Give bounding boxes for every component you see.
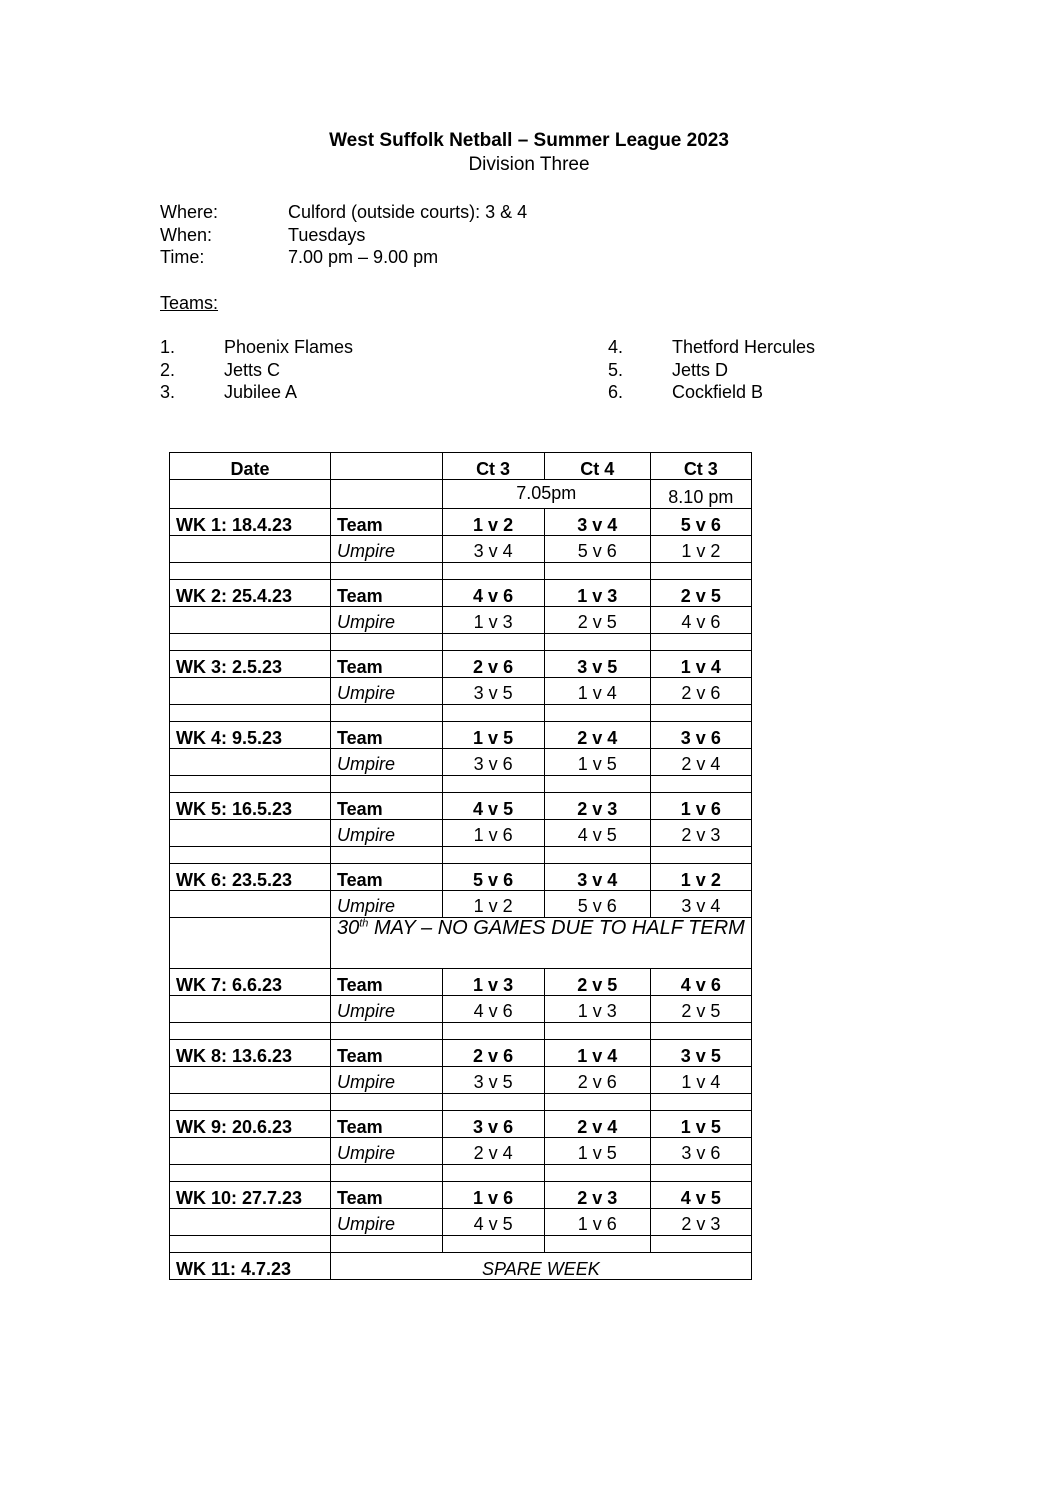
- umpire-cell: 3 v 6: [442, 749, 544, 776]
- empty-cell: [544, 847, 650, 864]
- empty-cell: [544, 1023, 650, 1040]
- table-row: [170, 1253, 752, 1280]
- empty-cell: [331, 1165, 443, 1182]
- match-cell: 1 v 4: [544, 1040, 650, 1067]
- umpire-cell: 1 v 3: [442, 607, 544, 634]
- umpire-cell: 2 v 3: [650, 820, 751, 847]
- team-name: Jetts D: [672, 360, 729, 380]
- umpire-cell: 4 v 6: [442, 996, 544, 1023]
- empty-cell: [170, 891, 331, 918]
- spacer-row: [170, 1094, 752, 1111]
- match-cell: 1 v 3: [544, 580, 650, 607]
- empty-cell: [650, 1023, 751, 1040]
- umpire-cell: 5 v 6: [544, 536, 650, 563]
- umpire-label: Umpire: [331, 891, 443, 918]
- empty-cell: [170, 607, 331, 634]
- team-label: Team: [331, 969, 443, 996]
- empty-cell: [442, 847, 544, 864]
- umpire-label: Umpire: [331, 678, 443, 705]
- empty-cell: [170, 749, 331, 776]
- table-header-row: [170, 453, 752, 480]
- empty-cell: [331, 705, 443, 722]
- empty-cell: [442, 705, 544, 722]
- spacer-row: [170, 1023, 752, 1040]
- team-number: 2.: [160, 360, 176, 380]
- empty-cell: [650, 563, 751, 580]
- team-label: Team: [331, 651, 443, 678]
- empty-cell: [544, 1094, 650, 1111]
- empty-cell: [650, 705, 751, 722]
- spacer-row: [170, 1236, 752, 1253]
- empty-cell: [544, 705, 650, 722]
- empty-cell: [170, 563, 331, 580]
- empty-cell: [331, 1023, 443, 1040]
- table-row: [170, 722, 752, 749]
- empty-cell: [170, 820, 331, 847]
- empty-cell: [442, 776, 544, 793]
- match-cell: 1 v 4: [650, 651, 751, 678]
- empty-cell: [170, 705, 331, 722]
- empty-cell: [442, 1023, 544, 1040]
- empty-cell: [170, 1067, 331, 1094]
- table-row: [170, 891, 752, 918]
- umpire-cell: 2 v 6: [544, 1067, 650, 1094]
- spacer-row: [170, 847, 752, 864]
- teams-heading: Teams:: [160, 293, 219, 313]
- empty-cell: [442, 1165, 544, 1182]
- table-row: [170, 918, 752, 969]
- page-subtitle: Division Three: [468, 154, 590, 175]
- table-row: [170, 678, 752, 705]
- table-row: [170, 1138, 752, 1165]
- umpire-cell: 3 v 6: [650, 1138, 751, 1165]
- table-row: [170, 749, 752, 776]
- week-date: WK 3: 2.5.23: [170, 651, 331, 678]
- umpire-cell: 2 v 3: [650, 1209, 751, 1236]
- umpire-cell: 1 v 4: [650, 1067, 751, 1094]
- where-value: Culford (outside courts): 3 & 4: [288, 202, 528, 222]
- header-blank: [331, 453, 443, 480]
- umpire-label: Umpire: [331, 996, 443, 1023]
- table-row: [170, 607, 752, 634]
- empty-cell: [331, 1094, 443, 1111]
- match-cell: 1 v 6: [442, 1182, 544, 1209]
- first-time: 7.05pm: [442, 480, 650, 509]
- empty-cell: [170, 634, 331, 651]
- spare-week-label: SPARE WEEK: [331, 1253, 752, 1280]
- empty-cell: [544, 776, 650, 793]
- table-row: [170, 864, 752, 891]
- match-cell: 2 v 4: [544, 1111, 650, 1138]
- week-date: WK 8: 13.6.23: [170, 1040, 331, 1067]
- spacer-row: [170, 634, 752, 651]
- table-row: [170, 536, 752, 563]
- team-name: Thetford Hercules: [672, 337, 816, 357]
- umpire-cell: 1 v 3: [544, 996, 650, 1023]
- table-row: [170, 651, 752, 678]
- empty-cell: [544, 634, 650, 651]
- team-name: Phoenix Flames: [224, 337, 354, 357]
- week-date: WK 2: 25.4.23: [170, 580, 331, 607]
- umpire-cell: 4 v 5: [544, 820, 650, 847]
- umpire-label: Umpire: [331, 1067, 443, 1094]
- match-cell: 2 v 6: [442, 1040, 544, 1067]
- umpire-cell: 5 v 6: [544, 891, 650, 918]
- umpire-cell: 3 v 5: [442, 1067, 544, 1094]
- umpire-label: Umpire: [331, 607, 443, 634]
- team-label: Team: [331, 509, 443, 536]
- empty-cell: [650, 847, 751, 864]
- team-number: 6.: [608, 382, 624, 402]
- spacer-row: [170, 776, 752, 793]
- match-cell: 2 v 5: [544, 969, 650, 996]
- header-court: Ct 4: [544, 453, 650, 480]
- team-label: Team: [331, 1182, 443, 1209]
- team-number: 1.: [160, 337, 176, 357]
- match-cell: 1 v 5: [442, 722, 544, 749]
- spacer-row: [170, 705, 752, 722]
- table-row: [170, 996, 752, 1023]
- empty-cell: [544, 563, 650, 580]
- match-cell: 3 v 6: [650, 722, 751, 749]
- table-row: [170, 820, 752, 847]
- team-name: Cockfield B: [672, 382, 764, 402]
- note-day: 30: [337, 917, 360, 939]
- match-cell: 4 v 5: [442, 793, 544, 820]
- umpire-cell: 2 v 5: [650, 996, 751, 1023]
- empty-cell: [442, 1094, 544, 1111]
- umpire-cell: 1 v 5: [544, 749, 650, 776]
- team-label: Team: [331, 793, 443, 820]
- table-row: [170, 793, 752, 820]
- week-date: WK 10: 27.7.23: [170, 1182, 331, 1209]
- week-date: WK 5: 16.5.23: [170, 793, 331, 820]
- table-row: [170, 969, 752, 996]
- match-cell: 3 v 4: [544, 509, 650, 536]
- match-cell: 2 v 6: [442, 651, 544, 678]
- where-label: Where:: [160, 202, 219, 222]
- table-row: [170, 580, 752, 607]
- umpire-cell: 2 v 4: [442, 1138, 544, 1165]
- empty-cell: [170, 1023, 331, 1040]
- empty-cell: [442, 563, 544, 580]
- umpire-cell: 3 v 4: [442, 536, 544, 563]
- time-value: 7.00 pm – 9.00 pm: [288, 247, 439, 267]
- umpire-cell: 1 v 6: [544, 1209, 650, 1236]
- umpire-label: Umpire: [331, 1138, 443, 1165]
- empty-cell: [170, 1094, 331, 1111]
- empty-cell: [331, 1236, 443, 1253]
- umpire-cell: 2 v 4: [650, 749, 751, 776]
- second-time: 8.10 pm: [650, 480, 751, 509]
- empty-cell: [650, 1165, 751, 1182]
- empty-cell: [331, 563, 443, 580]
- when-value: Tuesdays: [288, 225, 366, 245]
- weeks-body: [170, 509, 752, 1280]
- table-row: [170, 509, 752, 536]
- match-cell: 2 v 5: [650, 580, 751, 607]
- header-court: Ct 3: [442, 453, 544, 480]
- match-cell: 2 v 3: [544, 1182, 650, 1209]
- table-row: [170, 1067, 752, 1094]
- match-cell: 3 v 5: [650, 1040, 751, 1067]
- match-cell: 3 v 4: [544, 864, 650, 891]
- empty-cell: [331, 634, 443, 651]
- team-number: 3.: [160, 382, 176, 402]
- match-cell: 1 v 3: [442, 969, 544, 996]
- match-cell: 2 v 3: [544, 793, 650, 820]
- umpire-cell: 1 v 2: [650, 536, 751, 563]
- week-date: WK 9: 20.6.23: [170, 1111, 331, 1138]
- week-date: WK 11: 4.7.23: [170, 1253, 331, 1280]
- team-label: Team: [331, 1111, 443, 1138]
- umpire-cell: 1 v 6: [442, 820, 544, 847]
- fixtures-table: [169, 452, 752, 1280]
- empty-cell: [650, 1094, 751, 1111]
- empty-cell: [170, 1165, 331, 1182]
- empty-cell: [544, 1165, 650, 1182]
- empty-cell: [170, 1209, 331, 1236]
- match-cell: 4 v 5: [650, 1182, 751, 1209]
- umpire-label: Umpire: [331, 749, 443, 776]
- team-name: Jetts C: [224, 360, 281, 380]
- empty-cell: [650, 776, 751, 793]
- table-row: [170, 1040, 752, 1067]
- match-cell: 1 v 2: [650, 864, 751, 891]
- match-cell: 1 v 5: [650, 1111, 751, 1138]
- umpire-cell: 3 v 5: [442, 678, 544, 705]
- umpire-cell: 1 v 4: [544, 678, 650, 705]
- match-cell: 3 v 6: [442, 1111, 544, 1138]
- umpire-cell: 4 v 5: [442, 1209, 544, 1236]
- empty-cell: [331, 847, 443, 864]
- team-label: Team: [331, 722, 443, 749]
- match-cell: 4 v 6: [650, 969, 751, 996]
- match-cell: 4 v 6: [442, 580, 544, 607]
- empty-cell: [170, 1236, 331, 1253]
- umpire-cell: 3 v 4: [650, 891, 751, 918]
- table-row: [170, 1111, 752, 1138]
- spacer-row: [170, 563, 752, 580]
- team-number: 4.: [608, 337, 624, 357]
- umpire-cell: 1 v 2: [442, 891, 544, 918]
- team-label: Team: [331, 580, 443, 607]
- match-cell: 5 v 6: [442, 864, 544, 891]
- table-row: [170, 1209, 752, 1236]
- note-ordinal: th: [359, 917, 369, 930]
- match-cell: 1 v 6: [650, 793, 751, 820]
- empty-cell: [170, 996, 331, 1023]
- header-court: Ct 3: [650, 453, 751, 480]
- empty-cell: [170, 536, 331, 563]
- page-title: West Suffolk Netball – Summer League 2023: [329, 130, 729, 151]
- week-date: WK 1: 18.4.23: [170, 509, 331, 536]
- empty-cell: [650, 1236, 751, 1253]
- note-text: MAY – NO GAMES DUE TO HALF TERM: [368, 917, 745, 939]
- team-label: Team: [331, 864, 443, 891]
- umpire-cell: 2 v 6: [650, 678, 751, 705]
- umpire-label: Umpire: [331, 536, 443, 563]
- table-row: [170, 1182, 752, 1209]
- empty-cell: [442, 1236, 544, 1253]
- week-date: WK 7: 6.6.23: [170, 969, 331, 996]
- when-label: When:: [160, 225, 213, 245]
- empty-cell: [170, 678, 331, 705]
- times-blank: [331, 480, 443, 509]
- umpire-cell: 2 v 5: [544, 607, 650, 634]
- empty-cell: [544, 1236, 650, 1253]
- week-date: WK 4: 9.5.23: [170, 722, 331, 749]
- umpire-label: Umpire: [331, 1209, 443, 1236]
- empty-cell: [170, 918, 331, 969]
- empty-cell: [170, 847, 331, 864]
- umpire-cell: 4 v 6: [650, 607, 751, 634]
- empty-cell: [650, 634, 751, 651]
- times-row: [170, 480, 752, 509]
- match-cell: 5 v 6: [650, 509, 751, 536]
- umpire-cell: 1 v 5: [544, 1138, 650, 1165]
- empty-cell: [170, 776, 331, 793]
- empty-cell: [442, 634, 544, 651]
- match-cell: 2 v 4: [544, 722, 650, 749]
- team-name: Jubilee A: [224, 382, 298, 402]
- match-cell: 3 v 5: [544, 651, 650, 678]
- week-date: WK 6: 23.5.23: [170, 864, 331, 891]
- spacer-row: [170, 1165, 752, 1182]
- empty-cell: [170, 1138, 331, 1165]
- umpire-label: Umpire: [331, 820, 443, 847]
- team-label: Team: [331, 1040, 443, 1067]
- half-term-note: [331, 918, 752, 969]
- empty-cell: [331, 776, 443, 793]
- times-blank: [170, 480, 331, 509]
- time-label: Time:: [160, 247, 205, 267]
- match-cell: 1 v 2: [442, 509, 544, 536]
- header-date: Date: [170, 453, 331, 480]
- team-number: 5.: [608, 360, 624, 380]
